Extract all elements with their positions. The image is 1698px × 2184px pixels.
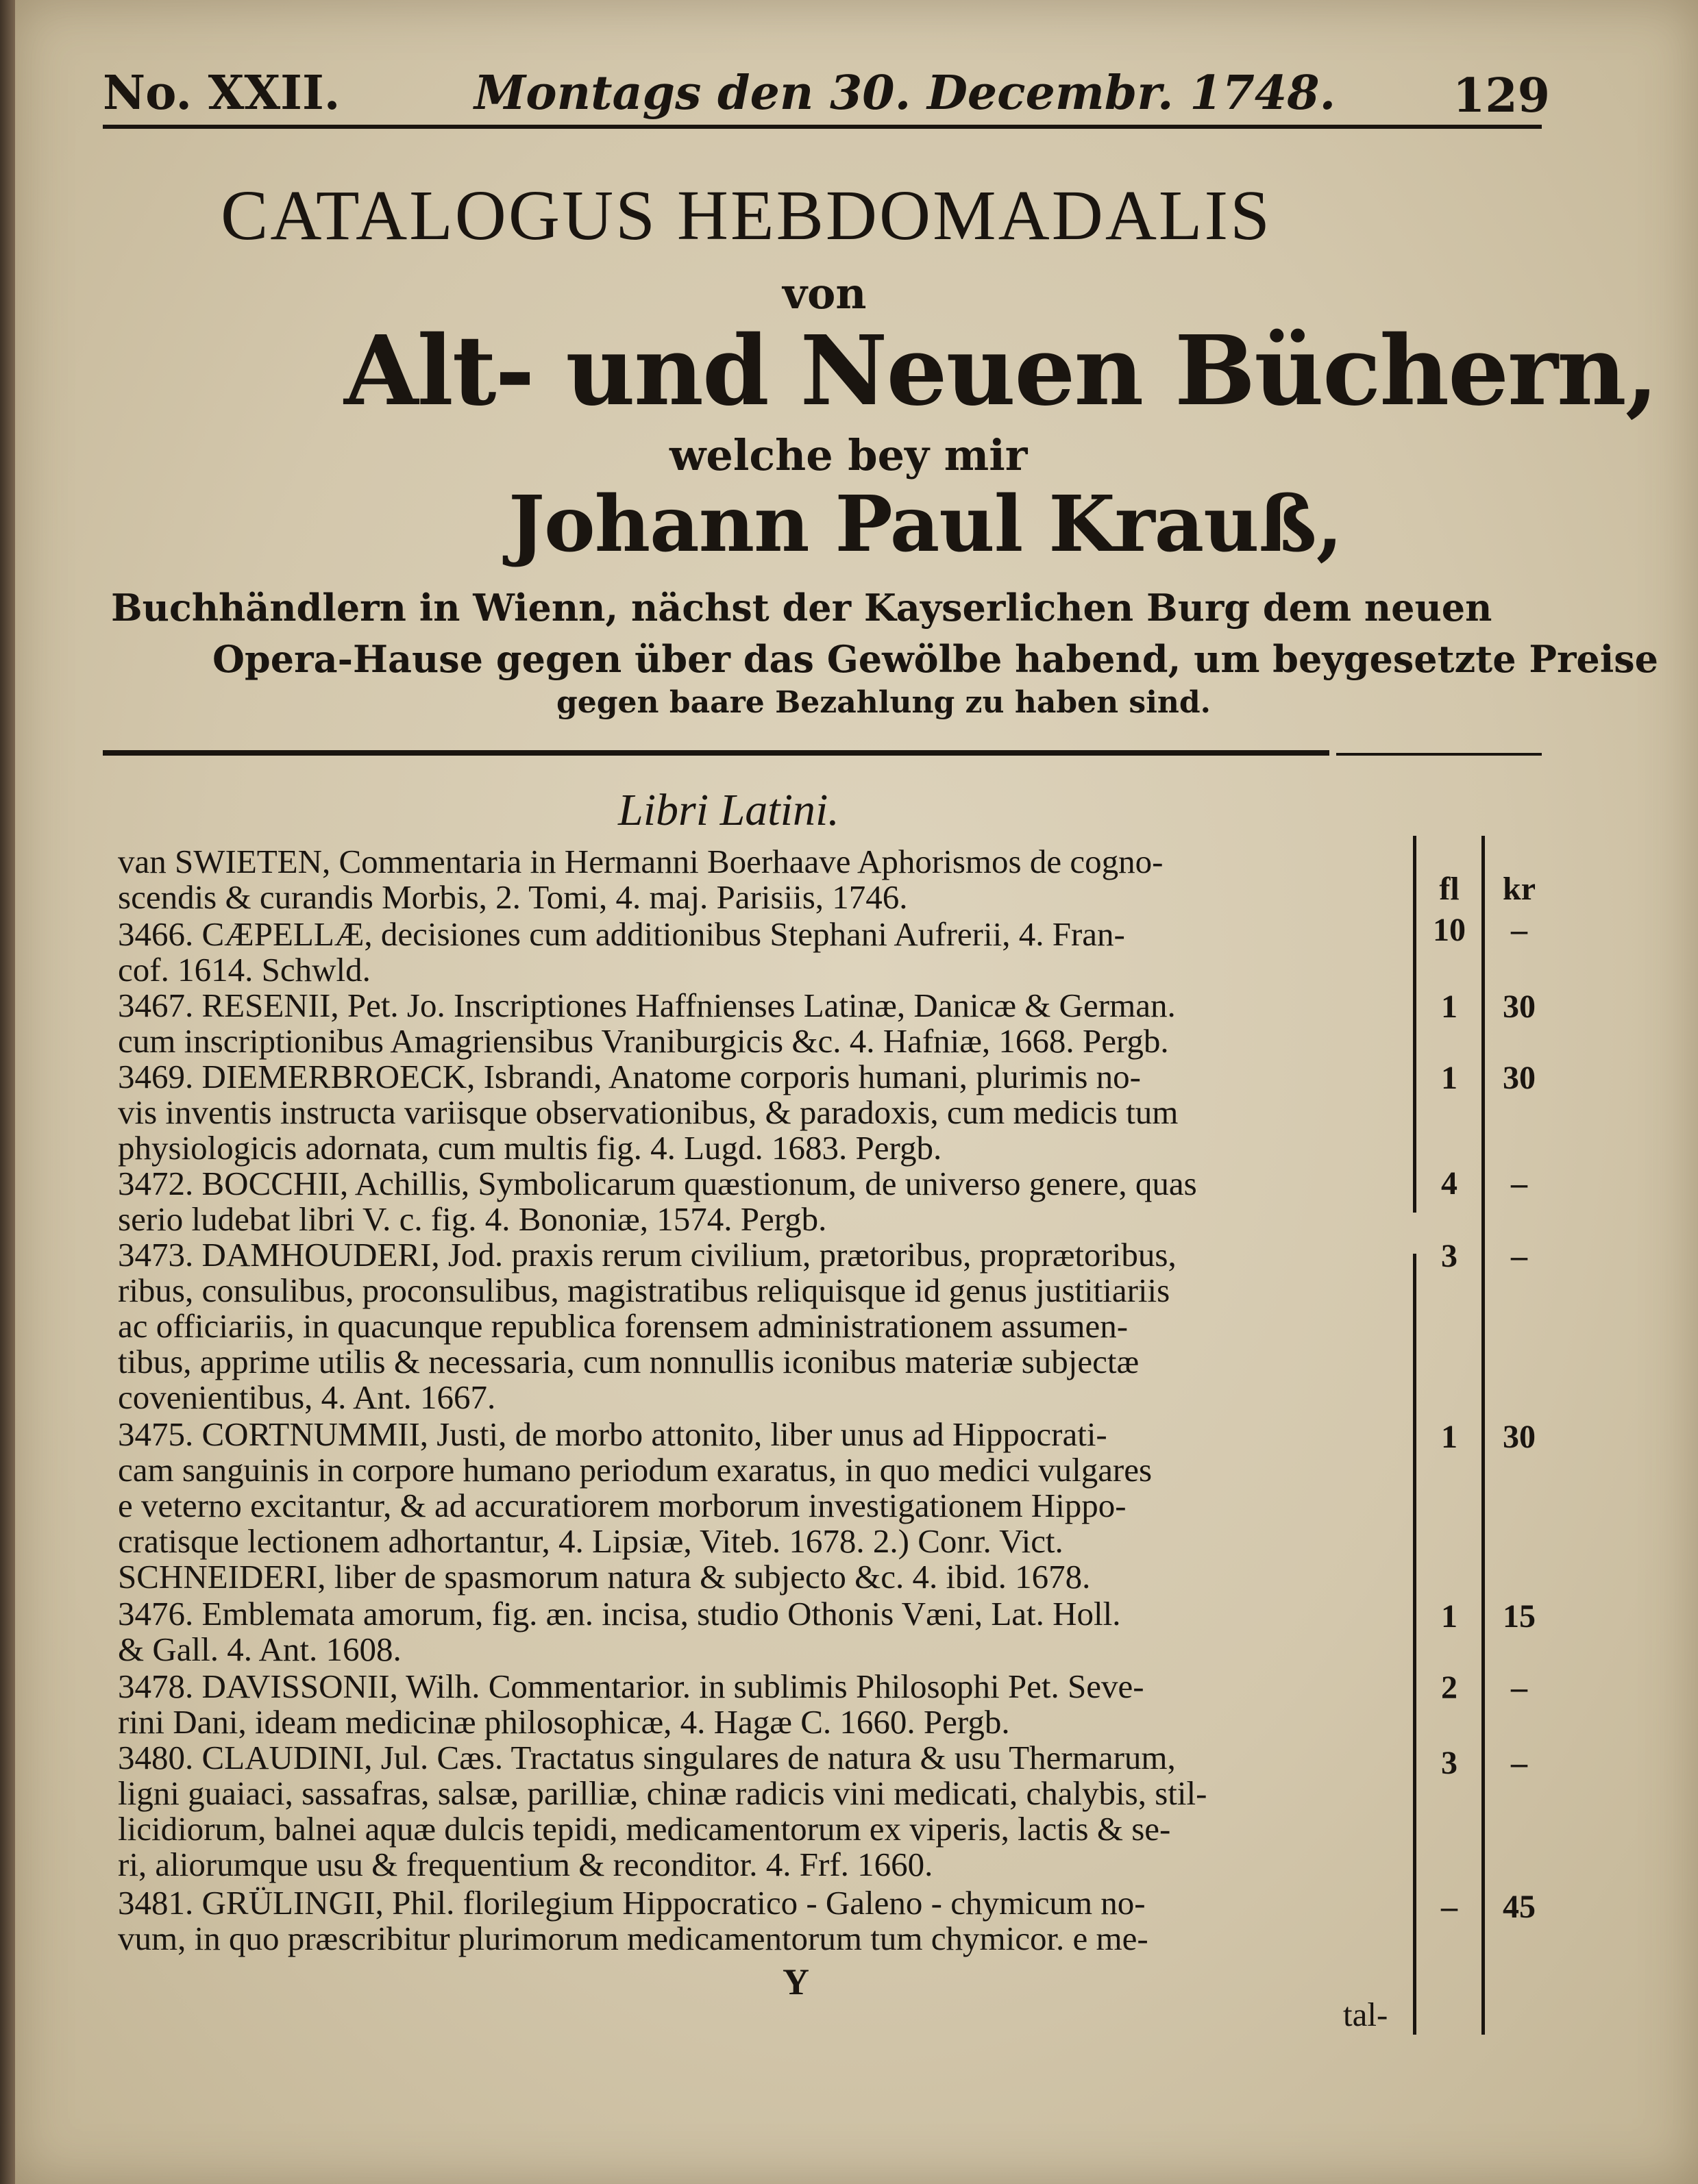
section-rule-left: [103, 750, 1329, 756]
price-fl: 1: [1441, 1419, 1457, 1455]
price-fl: 3: [1441, 1745, 1457, 1781]
price-column-rule-2: [1481, 836, 1485, 2035]
price-kr: 45: [1503, 1889, 1536, 1925]
section-rule-right: [1336, 753, 1542, 756]
price-kr: –: [1511, 1238, 1527, 1274]
entry-line: ac officiariis, in quacunque republica forensem administrationem assumen-: [118, 1307, 1129, 1345]
entry-line: 3478. DAVISSONII, Wilh. Commentarior. in sublimis Philosophi Pet. Seve-: [118, 1667, 1144, 1705]
list-item: [118, 1237, 1420, 1415]
signature-mark: Y: [783, 1961, 809, 2002]
address-line-3: gegen baare Bezahlung zu haben sind.: [556, 685, 1211, 720]
price-fl: 4: [1441, 1165, 1457, 1202]
page-number: 129: [1453, 69, 1550, 123]
entry-line: vis inventis instructa variisque observationibus, & paradoxis, cum medicis tum: [118, 1093, 1179, 1131]
price-fl: 1: [1441, 1598, 1457, 1635]
price-fl: 3: [1441, 1238, 1457, 1274]
entry-line: 3466. CÆPELLÆ, decisiones cum additionibus Stephani Aufrerii, 4. Fran-: [118, 915, 1125, 953]
list-item: [118, 1417, 1420, 1595]
list-item: [118, 1885, 1420, 1957]
entry-line: ligni guaiaci, sassafras, salsæ, parilliæ, chinæ radicis vini medicati, chalybis, stil-: [118, 1774, 1207, 1812]
issue-number: No. XXII.: [103, 66, 341, 121]
price-kr: –: [1511, 912, 1527, 948]
entry-line: cam sanguinis in corpore humano periodum exaratus, in quo medici vulgares: [118, 1451, 1153, 1489]
entry-line: e veterno excitantur, & ad accuratiorem morborum investigationem Hippo-: [118, 1487, 1127, 1524]
entry-line: & Gall. 4. Ant. 1608.: [118, 1630, 402, 1668]
entry-line: scendis & curandis Morbis, 2. Tomi, 4. maj. Parisiis, 1746.: [118, 878, 908, 916]
entry-line: ri, aliorumque usu & frequentium & reconditor. 4. Frf. 1660.: [118, 1846, 933, 1883]
entry-line: cratisque lectionem adhortantur, 4. Lipsiæ, Viteb. 1678. 2.) Conr. Vict.: [118, 1522, 1063, 1560]
bookseller-name: Johann Paul Krauß,: [508, 480, 1342, 569]
address-line-2: Opera-Hause gegen über das Gewölbe habend, um beygesetzte Preise: [212, 637, 1659, 681]
list-item: [118, 844, 1420, 915]
entry-line: cof. 1614. Schwld.: [118, 951, 371, 989]
price-kr: 30: [1503, 1060, 1536, 1096]
entry-line: rini Dani, ideam medicinæ philosophicæ, 4. Hagæ C. 1660. Pergb.: [118, 1703, 1010, 1741]
price-kr: –: [1511, 1745, 1527, 1781]
title-welche: welche bey mir: [669, 430, 1028, 480]
title-books: Alt- und Neuen Büchern,: [344, 315, 1658, 427]
price-kr: 30: [1503, 1419, 1536, 1455]
entry-line: 3473. DAMHOUDERI, Jod. praxis rerum civilium, prætoribus, proprætoribus,: [118, 1236, 1177, 1274]
entry-line: van SWIETEN, Commentaria in Hermanni Boerhaave Aphorismos de cogno-: [118, 843, 1164, 880]
entry-line: 3481. GRÜLINGII, Phil. florilegium Hippocratico - Galeno - chymicum no-: [118, 1884, 1146, 1922]
list-item: [118, 1166, 1420, 1237]
list-item: [118, 1059, 1420, 1166]
entry-line: SCHNEIDERI, liber de spasmorum natura & subjecto &c. 4. ibid. 1678.: [118, 1558, 1091, 1596]
entry-line: ribus, consulibus, proconsulibus, magistratibus reliquisque id genus justitiariis: [118, 1271, 1170, 1309]
catalog-page: [15, 0, 1698, 2184]
entry-line: physiologicis adornata, cum multis fig. 4. Lugd. 1683. Pergb.: [118, 1129, 942, 1167]
price-fl: 10: [1433, 912, 1466, 948]
currency-fl: fl: [1439, 871, 1460, 907]
price-fl: 1: [1441, 1060, 1457, 1096]
price-kr: –: [1511, 1670, 1527, 1706]
entry-line: licidiorum, balnei aquæ dulcis tepidi, medicamentorum ex viperis, lactis & se-: [118, 1810, 1171, 1848]
entry-line: 3472. BOCCHII, Achillis, Symbolicarum quæstionum, de universo genere, quas: [118, 1165, 1197, 1202]
entry-line: serio ludebat libri V. c. fig. 4. Bononiæ, 1574. Pergb.: [118, 1200, 827, 1238]
binding-edge: [0, 0, 15, 2184]
list-item: [118, 1740, 1420, 1883]
price-fl: 2: [1441, 1670, 1457, 1706]
entry-line: 3475. CORTNUMMII, Justi, de morbo attonito, liber unus ad Hippocrati-: [118, 1415, 1107, 1453]
currency-kr: kr: [1503, 871, 1536, 907]
issue-date: Montags den 30. Decembr. 1748.: [474, 66, 1336, 121]
catalog-title: CATALOGUS HEBDOMADALIS: [221, 176, 1272, 255]
list-item: [118, 988, 1420, 1059]
price-kr: 30: [1503, 989, 1536, 1025]
entry-line: tibus, apprime utilis & necessaria, cum nonnullis iconibus materiæ subjectæ: [118, 1343, 1140, 1380]
price-kr: 15: [1503, 1598, 1536, 1635]
list-item: [118, 1596, 1420, 1667]
entry-line: 3467. RESENII, Pet. Jo. Inscriptiones Haffnienses Latinæ, Danicæ & German.: [118, 986, 1176, 1024]
entry-line: cum inscriptionibus Amagriensibus Vraniburgicis &c. 4. Hafniæ, 1668. Pergb.: [118, 1022, 1169, 1060]
entry-line: 3480. CLAUDINI, Jul. Cæs. Tractatus singulares de natura & usu Thermarum,: [118, 1739, 1176, 1776]
entry-line: covenientibus, 4. Ant. 1667.: [118, 1378, 496, 1416]
price-fl: –: [1441, 1889, 1457, 1925]
price-kr: –: [1511, 1165, 1527, 1202]
entry-line: vum, in quo præscribitur plurimorum medicamentorum tum chymicor. e me-: [118, 1920, 1148, 1957]
address-line-1: Buchhändlern in Wienn, nächst der Kayserlichen Burg dem neuen: [111, 586, 1492, 630]
title-von: von: [783, 269, 867, 319]
catchword: tal-: [1343, 1996, 1388, 2033]
entry-line: 3469. DIEMERBROECK, Isbrandi, Anatome corporis humani, plurimis no-: [118, 1058, 1141, 1095]
price-fl: 1: [1441, 989, 1457, 1025]
header-rule: [103, 125, 1542, 129]
list-item: [118, 1669, 1420, 1740]
section-title: Libri Latini.: [618, 785, 839, 835]
entry-line: 3476. Emblemata amorum, fig. æn. incisa, studio Othonis Væni, Lat. Holl.: [118, 1595, 1121, 1633]
list-item: [118, 917, 1420, 988]
